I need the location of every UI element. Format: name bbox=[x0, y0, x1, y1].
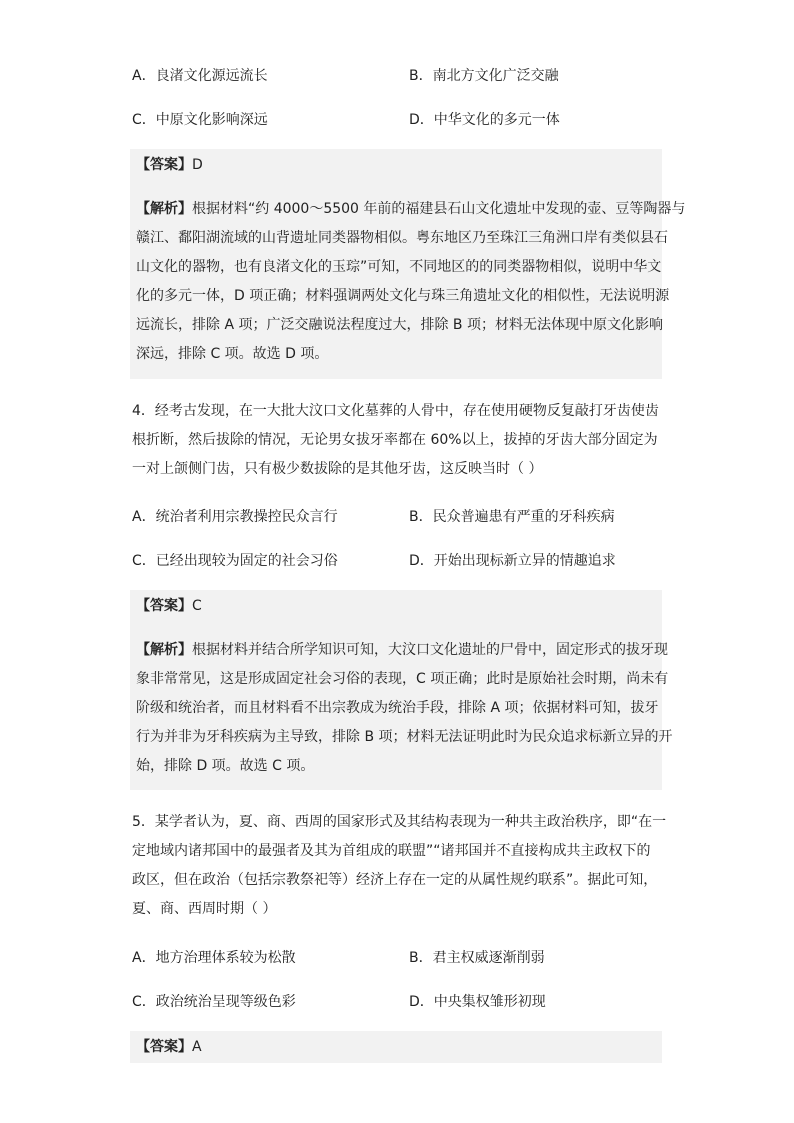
question-5 bbox=[132, 808, 667, 924]
answer-explanation-box bbox=[130, 149, 686, 379]
answer-box bbox=[130, 1031, 662, 1063]
option-b: B．民众普遍患有严重的牙科疾病 bbox=[409, 509, 615, 525]
option-row bbox=[132, 990, 660, 1014]
explanation-line: 赣江、鄱阳湖流域的山背遗址同类器物相似。粤东地区乃至珠江三角洲口岸有类似县石 bbox=[136, 230, 668, 246]
explanation-line: 远流长，排除 A 项；广泛交融说法程度过大，排除 B 项；材料无法体现中原文化影响 bbox=[136, 317, 663, 333]
option-a: A．良渚文化源远流长 bbox=[132, 68, 268, 84]
option-row bbox=[132, 108, 660, 132]
option-row bbox=[132, 505, 660, 529]
question-4 bbox=[132, 397, 664, 484]
answer-explanation-box bbox=[130, 590, 673, 790]
explanation-line: 化的多元一体，D 项正确；材料强调两处文化与珠三角遗址文化的相似性，无法说明源 bbox=[136, 288, 670, 304]
option-a: A．地方治理体系较为松散 bbox=[132, 950, 296, 966]
answer-line bbox=[136, 1035, 202, 1059]
option-b: B．君主权威逐渐削弱 bbox=[409, 950, 545, 966]
answer-label: 【答案】 bbox=[136, 1039, 192, 1055]
answer-value: C bbox=[192, 598, 202, 614]
question-line: 夏、商、西周时期（ ） bbox=[132, 901, 277, 917]
option-d: D．开始出现标新立异的情趣追求 bbox=[409, 553, 616, 569]
option-d: D．中华文化的多元一体 bbox=[409, 112, 560, 128]
question-line: 4．经考古发现，在一大批大汶口文化墓葬的人骨中，存在使用硬物反复敲打牙齿使齿 bbox=[132, 403, 659, 419]
question-line: 5．某学者认为，夏、商、西周的国家形式及其结构表现为一种共主政治秩序，即“在一 bbox=[132, 814, 667, 830]
answer-label: 【答案】 bbox=[136, 598, 192, 614]
explanation-line: 阶级和统治者，而且材料看不出宗教成为统治手段，排除 A 项；依据材料可知，拔牙 bbox=[136, 700, 659, 716]
option-c: C．政治统治呈现等级色彩 bbox=[132, 994, 296, 1010]
option-row bbox=[132, 64, 660, 88]
explanation-label: 【解析】 bbox=[136, 201, 192, 217]
explanation-line: 始，排除 D 项。故选 C 项。 bbox=[136, 758, 315, 774]
answer-line bbox=[136, 153, 203, 177]
answer-line bbox=[136, 594, 202, 618]
explanation-line: 深远，排除 C 项。故选 D 项。 bbox=[136, 346, 329, 362]
option-row bbox=[132, 946, 660, 970]
option-c: C．已经出现较为固定的社会习俗 bbox=[132, 553, 338, 569]
option-d: D．中央集权雏形初现 bbox=[409, 994, 546, 1010]
explanation-line: 行为并非为牙科疾病为主导致，排除 B 项；材料无法证明此时为民众追求标新立异的开 bbox=[136, 729, 673, 745]
option-a: A．统治者利用宗教操控民众言行 bbox=[132, 509, 338, 525]
option-row bbox=[132, 549, 660, 573]
explanation-line: 山文化的器物，也有良渚文化的玉琮”可知，不同地区的的同类器物相似，说明中华文 bbox=[136, 259, 662, 275]
question-line: 一对上颌侧门齿，只有极少数拔除的是其他牙齿，这反映当时（ ） bbox=[132, 461, 543, 477]
answer-value: A bbox=[192, 1039, 202, 1055]
explanation-line: 象非常常见，这是形成固定社会习俗的表现，C 项正确；此时是原始社会时期，尚未有 bbox=[136, 671, 669, 687]
question-line: 定地域内诸邦国中的最强者及其为首组成的联盟”“诸邦国并不直接构成共主政权下的 bbox=[132, 843, 651, 859]
answer-value: D bbox=[192, 157, 203, 173]
explanation-line: 【解析】根据材料“约 4000～5500 年前的福建县石山文化遗址中发现的壶、豆等陶器与 bbox=[136, 201, 686, 217]
question-line: 政区，但在政治（包括宗教祭祀等）经济上存在一定的从属性规约联系”。据此可知， bbox=[132, 872, 658, 888]
explanation-line: 【解析】根据材料并结合所学知识可知，大汶口文化遗址的尸骨中，固定形式的拔牙现 bbox=[136, 642, 668, 658]
option-c: C．中原文化影响深远 bbox=[132, 112, 268, 128]
answer-label: 【答案】 bbox=[136, 157, 192, 173]
explanation-label: 【解析】 bbox=[136, 642, 192, 658]
question-line: 根折断，然后拔除的情况，无论男女拔牙率都在 60%以上，拔掉的牙齿大部分固定为 bbox=[132, 432, 658, 448]
option-b: B．南北方文化广泛交融 bbox=[409, 68, 559, 84]
